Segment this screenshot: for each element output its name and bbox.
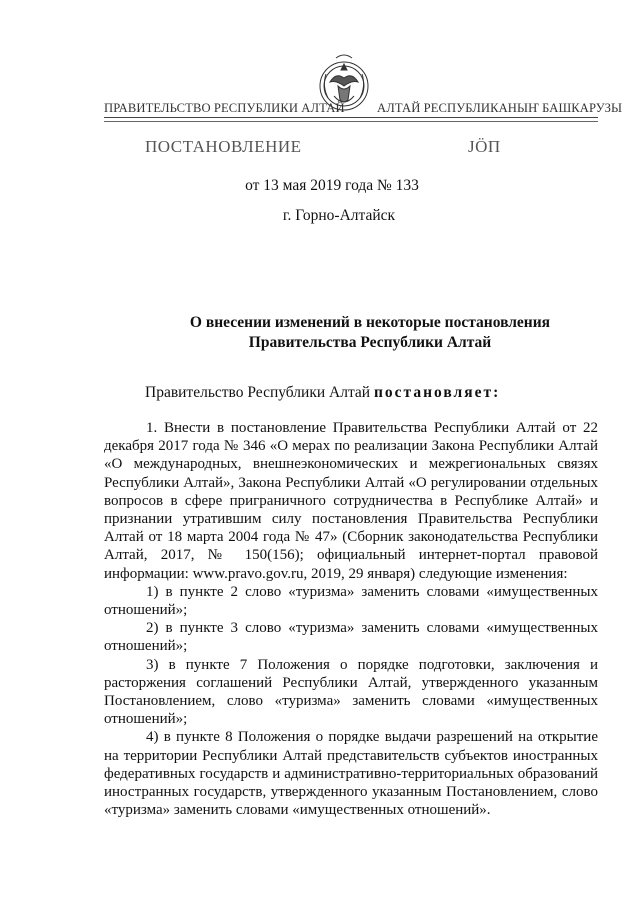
document-type-altai: ЈÖП	[468, 137, 501, 156]
government-name-russian: ПРАВИТЕЛЬСТВО РЕСПУБЛИКИ АЛТАЙ	[104, 101, 345, 115]
clause-1-item-3: 3) в пункте 7 Положения о порядке подготовки, заключения и расторжения соглашений Республики Алтай, утвержденного указанным Постановлением, слово «туризма» заменить словами «имущественных отношений»;	[104, 656, 598, 728]
clause-1-item-4: 4) в пункте 8 Положения о порядке выдачи разрешений на открытие на территории Республики Алтай представительств субъектов иностранных федеративных государств и административно-территориальных образований иностранных государств, утвержденного указанным Постановлением, слово «туризма» заменить словами «имущественных отношений».	[104, 729, 598, 819]
document-title	[120, 313, 620, 353]
header-rule-thin	[104, 121, 598, 122]
clause-1: 1. Внести в постановление Правительства Республики Алтай от 22 декабря 2017 года № 346 «О мерах по реализации Закона Республики Алтай «О международных, внешнеэкономических и межрегиональных связях Республики Алтай», Закона Республики Алтай «О регулировании отдельных вопросов в сфере приграничного сотрудничества в Республике Алтай» и признании утратившим силу постановления Правительства Республики Алтай от 18 марта 2004 года № 47» (Сборник законодательства Республики Алтай, 2017, № 150(156); официальный интернет-портал правовой информации: www.pravo.gov.ru, 2019, 29 января) следующие изменения:	[104, 420, 598, 582]
header-rule-thick	[104, 117, 598, 118]
clause-1-item-2: 2) в пункте 3 слово «туризма» заменить словами «имущественных отношений»;	[104, 620, 598, 655]
document-type-russian: ПОСТАНОВЛЕНИЕ	[145, 137, 302, 156]
title-line-2: Правительства Республики Алтай	[248, 334, 492, 351]
government-name-altai: АЛТАЙ РЕСПУБЛИКАНЫҤ БАШКАРУЗЫ	[377, 101, 623, 115]
document-city: г. Горно-Алтайск	[282, 207, 396, 224]
preamble-lead: Правительство Республики Алтай	[145, 384, 374, 401]
preamble-verb: постановляет:	[373, 384, 501, 401]
title-line-1: О внесении изменений в некоторые постановления	[189, 314, 551, 331]
document-date-number: от 13 мая 2019 года № 133	[245, 177, 419, 194]
clause-1-item-1: 1) в пункте 2 слово «туризма» заменить словами «имущественных отношений»;	[104, 583, 598, 619]
preamble	[145, 384, 500, 402]
document-body	[104, 419, 598, 819]
